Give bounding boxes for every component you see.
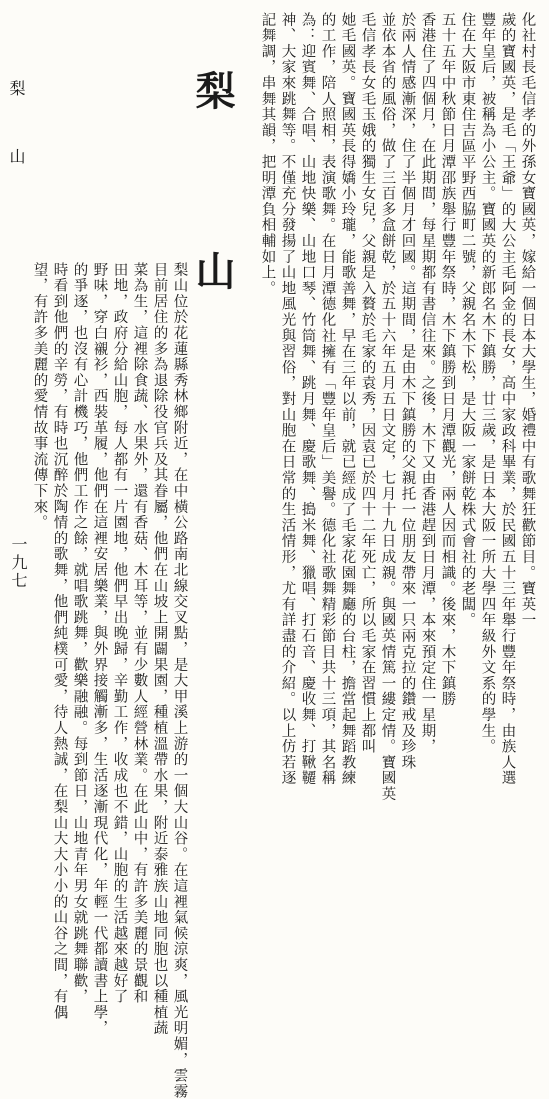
upper-line-4: 住在大阪市東住吉區平野西脇町二號，父親名木下松，是大阪一家餅乾株式會社的老闆。: [459, 12, 476, 629]
upper-line-6: 香港住了四個月，在此期間，每星期都有書信往來。之後，木下又由香港趕到日月潭，本來預定住一星期，: [419, 12, 436, 755]
lower-line-6: 的爭逐，也沒有心計機巧，他們工作之餘，就唱歌跳舞，歡樂融融。每到節日，山地青年男女就跳舞聯歡，: [71, 262, 88, 1005]
upper-line-1: 化社村長毛信孝的外孫女寶國英，嫁給一個日本大學生，婚禮中有歌舞狂歡節目。寶英一: [519, 12, 536, 629]
upper-line-12: 為：迎賓舞、合唱、山地快樂、山地口琴、竹筒舞、跳月舞、慶歌舞、搗米舞、獵唱、打石音、慶收舞、打鞦韆: [299, 12, 316, 787]
lower-line-4: 田地，政府分給山胞，每人都有一片園地，他們早出晚歸，辛勤工作，收成也不錯，山胞的生活越來越好了: [111, 262, 128, 1005]
lower-line-3: 菜為生，這裡除食蔬、水果外，還有香菇、木耳等，並有少數人經營林業。在此山中，有許多美麗的景觀和: [131, 262, 148, 1005]
lower-line-2: 目前居住的多為退除役官兵及其眷屬，他們在山坡上開闢果園，種植溫帶水果，附近泰雅族山地同胞也以種植蔬: [151, 262, 168, 1037]
lower-line-8: 望，有許多美麗的愛情故事流傳下來。: [31, 262, 48, 531]
upper-line-7: 於兩人情感漸深，住了半個月才回國。這期間，是由木下鎮勝的父親托一位朋友帶來一只兩克拉的鑽戒及珍珠: [399, 12, 416, 771]
upper-line-8: 並依本省的風俗，做了三百多盒餅乾，於五十六年五月五日文定，七月十九日成親。與國英情篤一縷定情。寶國英: [379, 12, 396, 802]
lower-line-5: 野味，穿白襯衫，西裝革履，他們在這裡安居樂業，與外界接觸漸多，生活逐漸現代化，年輕一代都讀書上學，: [91, 262, 108, 1037]
upper-line-11: 的工作，陪人照相，表演歌舞。在日月潭德化社擁有「豐年皇后」美譽。德化社歌舞精彩節目共十三項，其名稱: [319, 12, 336, 787]
running-header: 梨 山: [7, 80, 26, 182]
upper-line-14: 記舞調，串舞其韻，把明潭負相輔如上。: [259, 12, 276, 297]
lower-line-7: 時看到他們的辛勞，有時也沉醉於陶情的歌舞，他們純樸可愛，待人熱誠，在梨山大大小小的山谷之間，有偶: [51, 262, 68, 1021]
upper-line-10: 她毛國英。寶國英長得嬌小玲瓏，能歌善舞，早在三年以前，就已經成了毛家花園舞廳的台柱，擔當起舞蹈教練: [339, 12, 356, 787]
upper-line-5: 五十五年中秋節日月潭邵族舉行豐年祭時，木下鎮勝到日月潭觀光，兩人因而相識。後來，木下鎮勝: [439, 12, 456, 708]
page-number: 一九七: [9, 536, 28, 590]
section-title: 梨 山: [189, 70, 236, 340]
upper-line-3: 豐年皇后，被稱為小公主。寶國英的新郎名木下鎮勝，廿三歲，是日本大阪一所大學四年級外文系的學生。: [479, 12, 496, 755]
upper-line-13: 神、大家來跳舞等。不僅充分發揚了山地風光與習俗，對山胞在日常的生活情形，尤有詳盡的介紹。以上仿若逐: [279, 12, 296, 787]
upper-line-2: 歲的寶國英，是毛「王爺」的大公主毛阿金的長女，高中家政科畢業，於民國五十三年舉行豐年祭時，由族人選: [499, 12, 516, 787]
upper-line-9: 毛信孝長女毛玉娥的獨生女兒，父親是入贅於毛家的袁秀，因袁已於四十二年死亡，所以毛家在習慣上都叫: [359, 12, 376, 755]
lower-line-1: 梨山位於花蓮縣秀林鄉附近，在中橫公路南北線交叉點，是大甲溪上游的一個大山谷。在這裡氣候涼爽，風光明媚，雲霧: [171, 262, 188, 1099]
